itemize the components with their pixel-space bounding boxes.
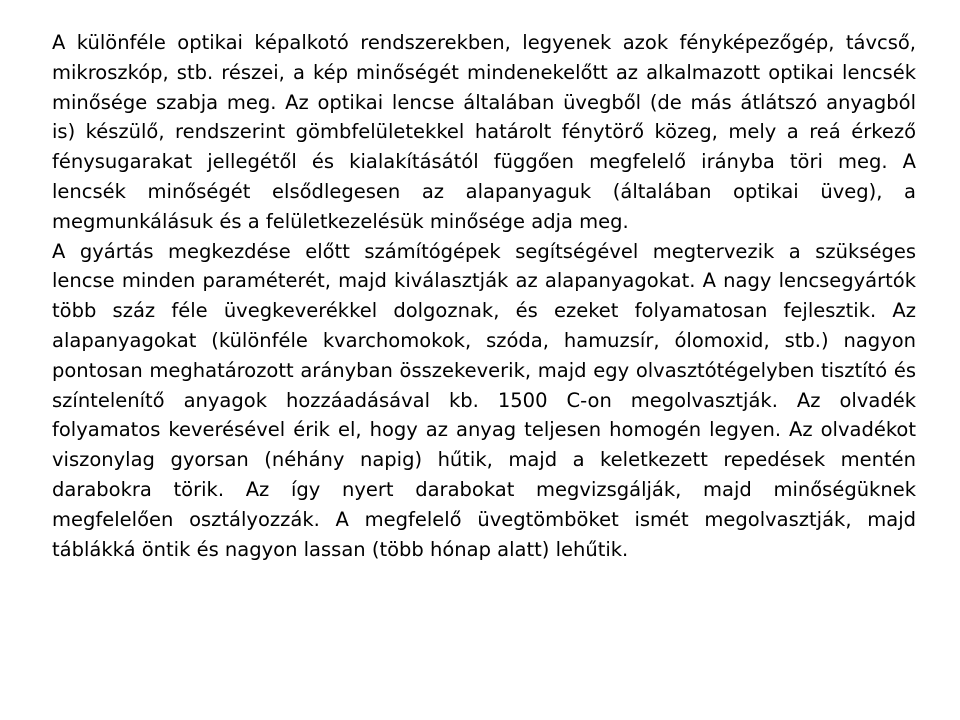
paragraph-lens-intro: A különféle optikai képalkotó rendszerekben, legyenek azok fényképezőgép, távcső, mikroszkóp, stb. részei, a kép minőségét mindenekelőtt az alkalmazott optikai lencsék minősége szabja meg. Az optikai lencse általában üvegből (de más átlátszó anyagból is) készülő, rendszerint gömbfelületekkel határolt fénytörő közeg, mely a reá érkező fénysugarakat jellegétől és kialakításától függően megfelelő irányba töri meg. A lencsék minőségét elsődlegesen az alapanyaguk (általában optikai üveg), a megmunkálásuk és a felületkezelésük minősége adja meg. — [52, 31, 916, 233]
slide-body — [52, 28, 916, 564]
paragraph-glass-production: A gyártás megkezdése előtt számítógépek segítségével megtervezik a szükséges lencse minden paraméterét, majd kiválasztják az alapanyagokat. A nagy lencsegyártók több száz féle üvegkeverékkel dolgoznak, és ezeket folyamatosan fejlesztik. Az alapanyagokat (különféle kvarchomokok, szóda, hamuzsír, ólomoxid, stb.) nagyon pontosan meghatározott arányban összekeverik, majd egy olvasztótégelyben tisztító és színtelenítő anyagok hozzáadásával kb. 1500 C-on megolvasztják. Az olvadék folyamatos keverésével érik el, hogy az anyag teljesen homogén legyen. Az olvadékot viszonylag gyorsan (néhány napig) hűtik, majd a keletkezett repedések mentén darabokra törik. Az így nyert darabokat megvizsgálják, majd minőségüknek megfelelően osztályozzák. A megfelelő üvegtömböket ismét megolvasztják, majd táblákká öntik és nagyon lassan (több hónap alatt) lehűtik. — [52, 239, 916, 561]
